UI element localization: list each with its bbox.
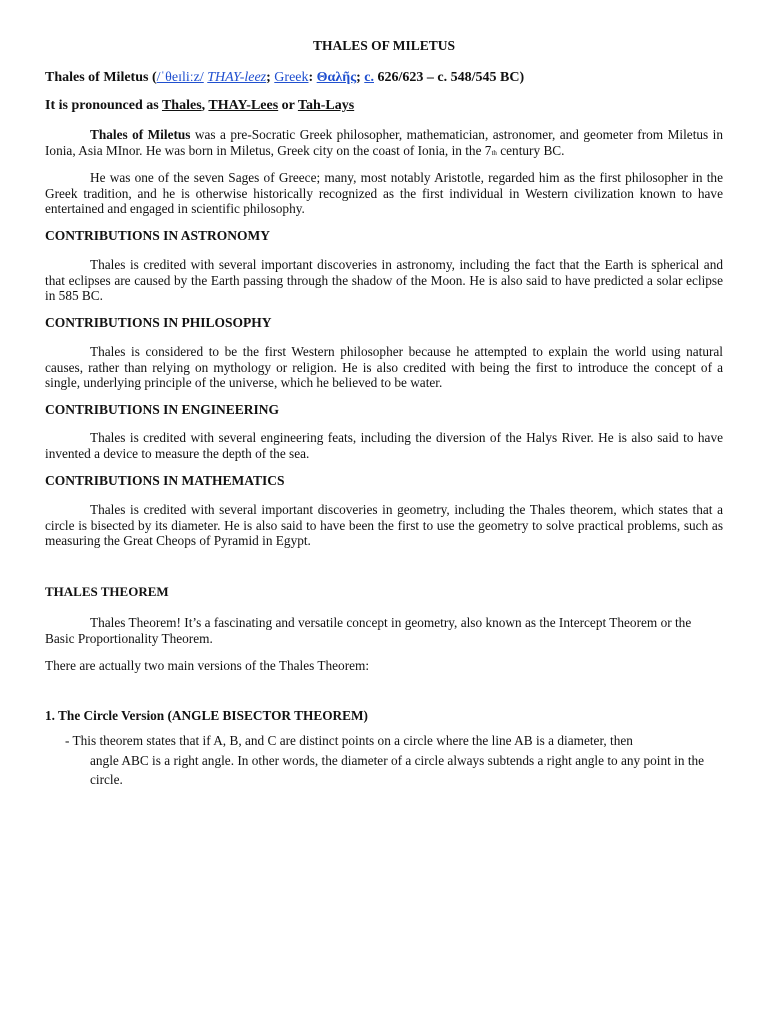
document-title: THALES OF MILETUS (312, 38, 456, 53)
separator: or (278, 98, 298, 113)
section-heading-philosophy: CONTRIBUTIONS IN PHILOSOPHY (45, 315, 272, 330)
theorem-versions-line: There are actually two main versions of the Thales Theorem: (45, 658, 370, 673)
version1-bullet (65, 731, 723, 790)
section-text-mathematics: Thales is credited with several important discoveries in geometry, including the Thales theorem, which states that a circle is bisected by its diameter. He is also said to have been the first to use the geometry to solve practical problems, such as measuring the Great Cheops of Pyramid in Egypt. (45, 502, 723, 549)
bullet-continuation: angle ABC is a right angle. In other words, the diameter of a circle always subtends a right angle to any point in the circle. (90, 752, 705, 787)
theorem-intro-paragraph: Thales Theorem! It’s a fascinating and versatile concept in geometry, also known as the Intercept Theorem or the Basic Proportionality Theorem. (45, 615, 692, 646)
intro-paragraph-text: was a pre-Socratic Greek philosopher, mathematician, astronomer, and geometer from Miletus in Ionia, Asia MInor. He was born in Miletus, Greek city on the coast of Ionia, in the 7 (45, 127, 723, 158)
pronunciation-variant-1: Thales (161, 98, 202, 113)
section-heading-engineering: CONTRIBUTIONS IN ENGINEERING (45, 402, 280, 417)
pronunciation-prefix: It is pronounced as (45, 98, 162, 113)
intro-paragraph (45, 127, 723, 158)
separator: , (201, 98, 209, 113)
section-text-philosophy: Thales is considered to be the first Western philosopher because he attempted to explain the world using natural causes, rather than relying on mythology or religion. He is also credited with being the first to introduce the concept of a single, underlying principle of the universe, which he believed to be water. (45, 344, 723, 391)
intro-line (45, 70, 723, 86)
subject-name: Thales of Miletus (45, 70, 149, 85)
circa-link[interactable]: c. (364, 70, 374, 85)
bullet-first-line: - This theorem states that if A, B, and C are distinct points on a circle where the line AB is a diameter, then (65, 733, 633, 748)
section-heading-astronomy: CONTRIBUTIONS IN ASTRONOMY (45, 228, 271, 243)
pronunciation-variant-3: Tah-Lays (297, 98, 355, 113)
section-text-engineering: Thales is credited with several engineering feats, including the diversion of the Halys River. He is also said to have invented a device to measure the depth of the sea. (45, 430, 723, 461)
greek-name-link[interactable]: Θαλῆς (316, 70, 357, 85)
theorem-heading: THALES THEOREM (45, 584, 169, 599)
pronunciation-line (45, 98, 723, 114)
life-dates: 626/623 – c. 548/545 BC) (374, 70, 525, 85)
version1-heading: 1. The Circle Version (ANGLE BISECTOR THEOREM) (45, 708, 368, 723)
intro-paragraph-lead: Thales of Miletus (90, 127, 191, 142)
section-heading-mathematics: CONTRIBUTIONS IN MATHEMATICS (45, 473, 285, 488)
open-paren: ( (148, 70, 157, 85)
ipa-link[interactable]: /ˈθeɪliːz/ (156, 70, 204, 85)
section-text-astronomy: Thales is credited with several important discoveries in astronomy, including the fact that the Earth is spherical and that eclipses are caused by the Earth passing through the shadow of the Moon. He is also said to have predicted a solar eclipse in 585 BC. (45, 257, 723, 304)
separator: ; (266, 70, 275, 85)
pronunciation-variant-2: THAY-Lees (208, 98, 279, 113)
intro-paragraph-tail: century BC. (496, 142, 565, 158)
greek-link[interactable]: Greek (274, 70, 309, 85)
superscript: th (491, 148, 497, 157)
respelling-link[interactable]: THAY-leez (207, 70, 267, 85)
separator: : (308, 70, 317, 85)
sages-paragraph: He was one of the seven Sages of Greece; many, most notably Aristotle, regarded him as the first philosopher in the Greek tradition, and he is otherwise historically recognized as the first individual in Western civilization known to have entertained and engaged in scientific philosophy. (45, 170, 723, 217)
separator: ; (356, 70, 365, 85)
